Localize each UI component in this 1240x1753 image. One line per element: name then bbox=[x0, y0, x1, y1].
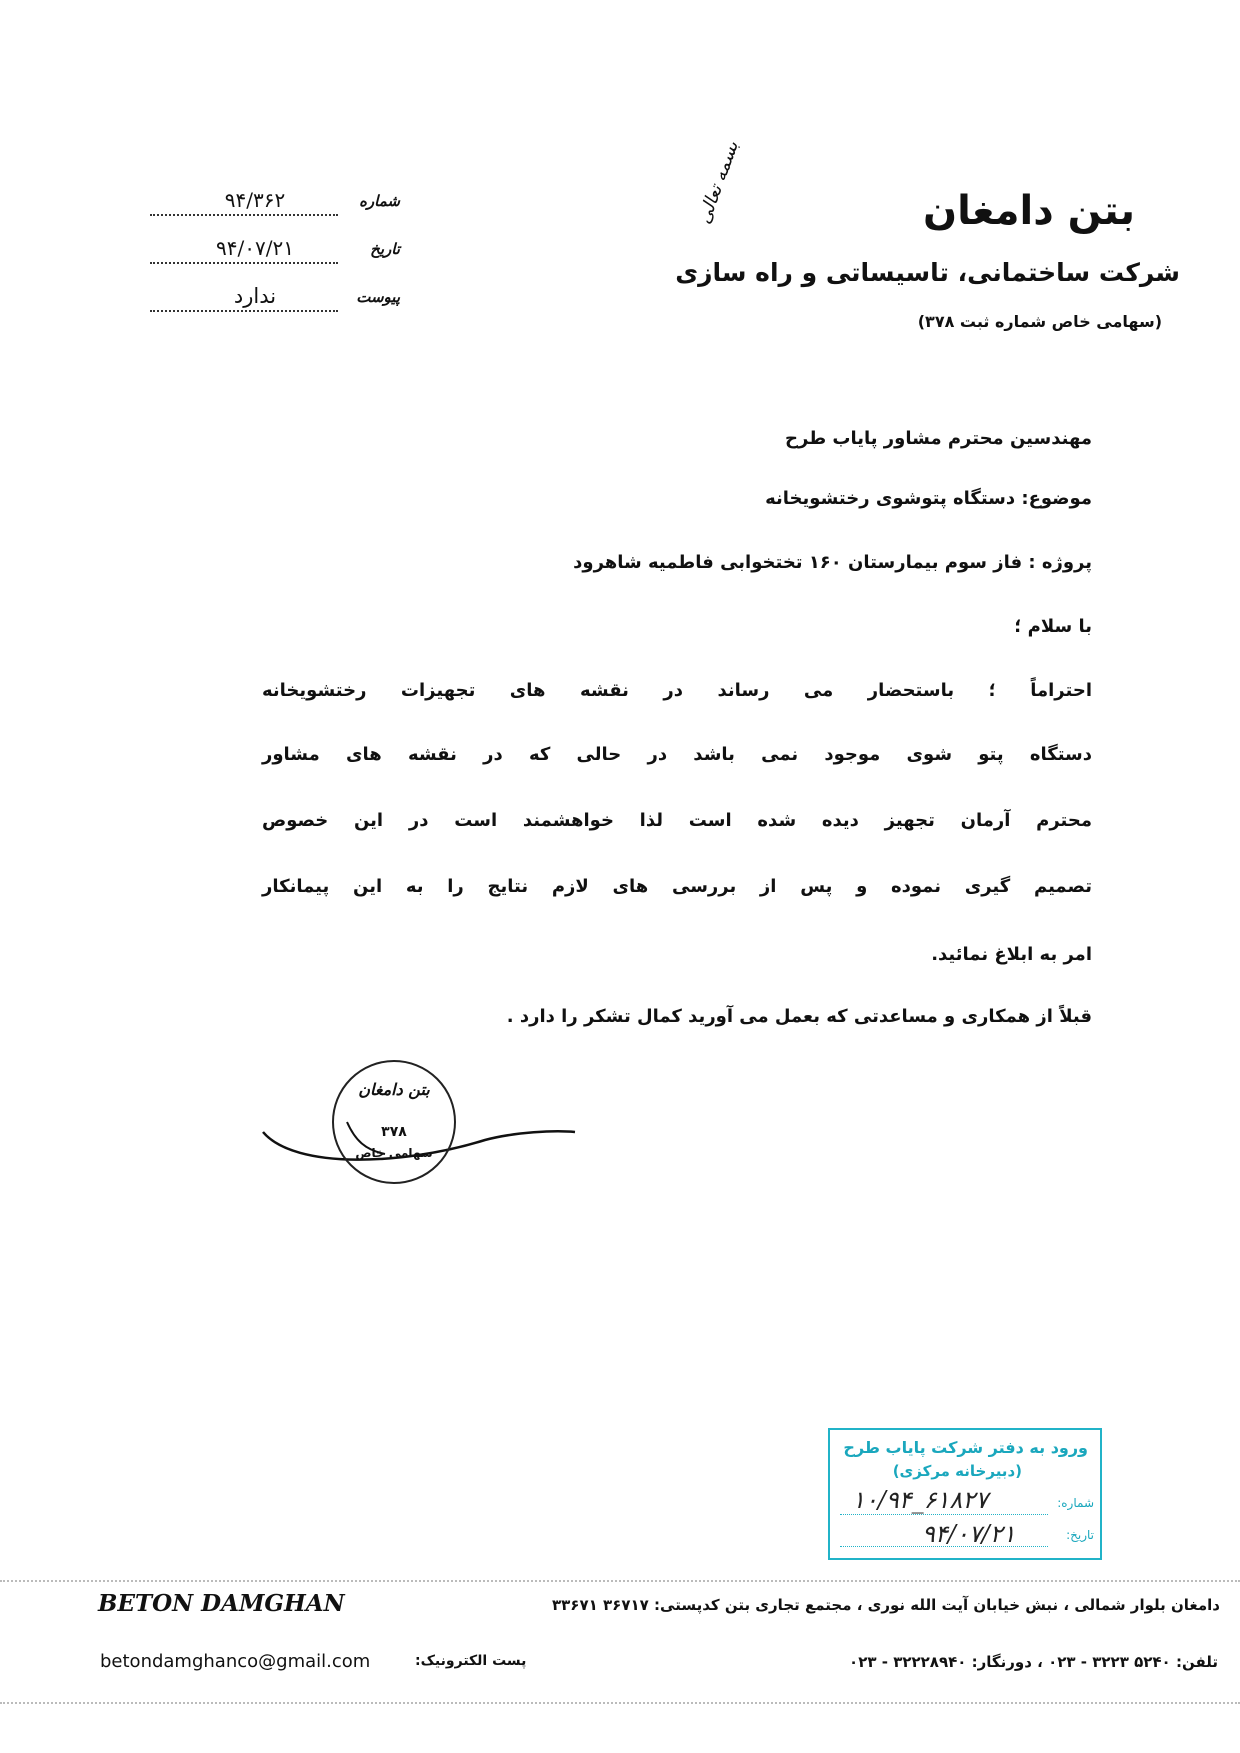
entry-stamp-number-line bbox=[840, 1514, 1048, 1515]
letter-number-value: ۹۴/۳۶۲ bbox=[224, 188, 286, 212]
company-seal bbox=[332, 1060, 456, 1184]
letter-project: پروژه : فاز سوم بیمارستان ۱۶۰ تختخوابی فاطمیه شاهرود bbox=[573, 552, 1092, 573]
entry-stamp-number-label: شماره: bbox=[1057, 1496, 1094, 1510]
letter-number-dotted-line bbox=[150, 214, 338, 216]
footer-email: betondamghanco@gmail.com bbox=[100, 1651, 371, 1672]
seal-type: سهامی خاص bbox=[355, 1146, 433, 1160]
letter-subject: موضوع: دستگاه پتوشوی رختشویخانه bbox=[765, 488, 1092, 509]
letter-closing: قبلاً از همکاری و مساعدتی که بعمل می آورید کمال تشکر را دارد . bbox=[506, 1006, 1092, 1027]
letter-date-row bbox=[150, 238, 400, 268]
seal-company-name: بتن دامغان bbox=[358, 1080, 430, 1099]
letter-recipient: مهندسین محترم مشاور پایاب طرح bbox=[785, 428, 1092, 449]
letter-attachment-row bbox=[150, 286, 400, 316]
letter-date-dotted-line bbox=[150, 262, 338, 264]
entry-stamp-date-label: تاریخ: bbox=[1066, 1528, 1094, 1542]
seal-number: ۳۷۸ bbox=[381, 1124, 407, 1140]
footer-divider-bottom bbox=[0, 1700, 1240, 1704]
letter-attachment-value: ندارد bbox=[233, 284, 277, 308]
letter-date-label: تاریخ bbox=[370, 240, 400, 258]
letter-date-value: ۹۴/۰۷/۲۱ bbox=[216, 236, 294, 260]
entry-stamp-title: ورود به دفتر شرکت پایاب طرح bbox=[843, 1438, 1088, 1457]
letter-number-label: شماره bbox=[359, 192, 400, 210]
entry-stamp-subtitle: (دبیرخانه مرکزی) bbox=[892, 1462, 1022, 1480]
letter-number-row bbox=[150, 190, 400, 220]
footer-phone: تلفن: ۵۲۴۰ ۳۲۲۳ - ۰۲۳ ، دورنگار: ۳۲۲۲۸۹۴۰ - ۰۲۳ bbox=[849, 1653, 1218, 1671]
letter-attachment-label: پیوست bbox=[356, 288, 400, 306]
letter-attachment-dotted-line bbox=[150, 310, 338, 312]
footer-address: دامغان بلوار شمالی ، نبش خیابان آیت الله نوری ، مجتمع تجاری بتن کدپستی: ۳۶۷۱۷ ۳۳۶۷۱ bbox=[552, 1596, 1220, 1614]
entry-stamp-number-value: ۱۰/۹۴_۶۱۸۲۷ bbox=[852, 1486, 989, 1514]
letter-body-line: محترم آرمان تجهیز دیده شده است لذا خواهشمند است در این خصوص bbox=[262, 810, 1092, 831]
entry-stamp-date-value: ۹۴/۰۷/۲۱ bbox=[922, 1520, 1016, 1548]
entry-stamp bbox=[828, 1428, 1102, 1560]
basmala: بسمه تعالی bbox=[693, 138, 743, 227]
company-name: بتن دامغان bbox=[922, 188, 1135, 234]
letter-body-line: امر به ابلاغ نمائید. bbox=[931, 944, 1092, 965]
letter-body-line: احتراماً ؛ باستحضار می رساند در نقشه های تجهیزات رختشویخانه bbox=[262, 680, 1092, 701]
letter-greeting: با سلام ؛ bbox=[1014, 616, 1092, 637]
company-description: شرکت ساختمانی، تاسیساتی و راه سازی bbox=[675, 258, 1180, 287]
footer-email-label: پست الکترونیک: bbox=[415, 1653, 527, 1669]
letter-body-line: تصمیم گیری نموده و پس از بررسی های لازم نتایج را به این پیمانکار bbox=[262, 876, 1092, 897]
company-registration: (سهامی خاص شماره ثبت ۳۷۸) bbox=[917, 312, 1162, 331]
letter-body-line: دستگاه پتو شوی موجود نمی باشد در حالی که در نقشه های مشاور bbox=[262, 744, 1092, 765]
footer-brand: BETON DAMGHAN bbox=[98, 1590, 345, 1617]
footer-divider-top bbox=[0, 1578, 1240, 1582]
